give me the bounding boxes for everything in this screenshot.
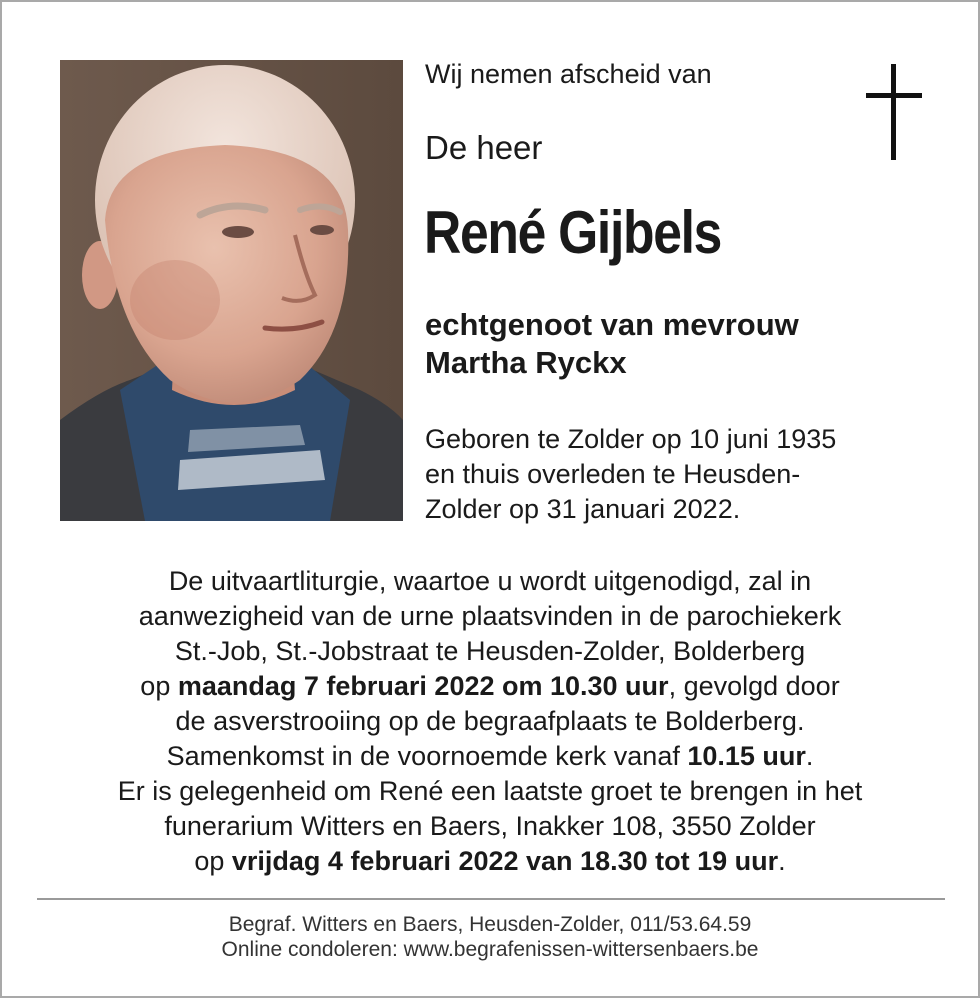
ceremony-line-4 (32, 669, 948, 704)
ceremony-line-4-post: , gevolgd door (668, 671, 840, 701)
ceremony-line-6 (32, 739, 948, 774)
ceremony-line-8: funerarium Witters en Baers, Inakker 108, 3550 Zolder (164, 811, 816, 841)
spouse-info (425, 306, 799, 382)
intro-text: Wij nemen afscheid van (425, 59, 712, 89)
birth-death-info (425, 422, 895, 527)
honorific: De heer (425, 129, 543, 166)
spouse-line-2: Martha Ryckx (425, 345, 627, 380)
spouse-line-1: echtgenoot van mevrouw (425, 307, 799, 342)
footer (32, 912, 948, 962)
online-condolence-link[interactable]: Online condoleren: www.begrafenissen-wittersenbaers.be (221, 938, 759, 961)
gathering-time: 10.15 uur (687, 741, 806, 771)
ceremony-details (32, 564, 948, 879)
ceremony-line-5: de asverstrooiing op de begraafplaats te Bolderberg. (175, 706, 805, 736)
cross-icon (866, 64, 922, 160)
deceased-name: René Gijbels (424, 199, 722, 266)
funeral-date: maandag 7 februari 2022 om 10.30 uur (177, 671, 669, 701)
ceremony-line-1: De uitvaartliturgie, waartoe u wordt uitgenodigd, zal in (168, 566, 812, 596)
ceremony-line-9-pre: op (194, 846, 232, 876)
ceremony-line-6-pre: Samenkomst in de voornoemde kerk vanaf (166, 741, 688, 771)
born-line-3: Zolder op 31 januari 2022. (425, 494, 741, 524)
visitation-date: vrijdag 4 februari 2022 van 18.30 tot 19 uur (231, 846, 779, 876)
ceremony-line-2: aanwezigheid van de urne plaatsvinden in de parochiekerk (138, 601, 842, 631)
ceremony-line-7: Er is gelegenheid om René een laatste groet te brengen in het (117, 776, 863, 806)
ceremony-line-9 (32, 844, 948, 879)
ceremony-line-9-post: . (778, 846, 786, 876)
portrait-photo (60, 60, 403, 521)
ceremony-line-3: St.-Job, St.-Jobstraat te Heusden-Zolder, Bolderberg (174, 636, 806, 666)
ceremony-line-6-post: . (805, 741, 814, 771)
funeral-home-contact: Begraf. Witters en Baers, Heusden-Zolder, 011/53.64.59 (228, 913, 752, 936)
ceremony-line-4-pre: op (140, 671, 178, 701)
footer-divider (37, 898, 945, 900)
born-line-1: Geboren te Zolder op 10 juni 1935 (425, 424, 837, 454)
born-line-2: en thuis overleden te Heusden- (425, 459, 801, 489)
